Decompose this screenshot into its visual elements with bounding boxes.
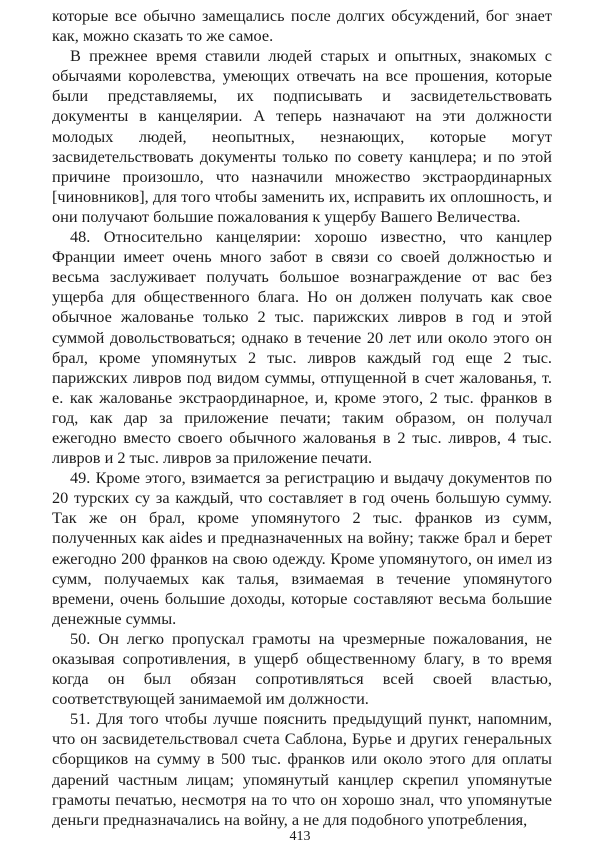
paragraph-48: 48. Относительно канцелярии: хорошо известно, что канцлер Франции имеет очень много забот в связи со своей должностью и весьма заслуживает получать большое вознаграждение от вас без ущерба для общественного блага. Но он должен получать как свое обычное жалованье только 2 тыс. парижских ливров в год и этой суммой довольствоваться; однако в течение 20 лет или около этого он брал, кроме упомянутых 2 тыс. ливров каждый год еще 2 тыс. парижских ливров под видом суммы, отпущенной в счет жалованья, т. е. как жалованье экстраординарное, и, кроме этого, 2 тыс. франков в год, как дар за приложение печати; таким образом, он получал ежегодно вместо своего обычного жалованья в 2 тыс. ливров, 4 тыс. ливров и 2 тыс. ливров за приложение печати. [52, 227, 552, 468]
paragraph-continuation: которые все обычно замещались после долгих обсуждений, бог знает как, можно сказать то же самое. [52, 6, 552, 46]
paragraph-50: 50. Он легко пропускал грамоты на чрезмерные пожалования, не оказывая сопротивления, в ущерб общественному благу, в то время когда он был обязан сопротивляться всей своей властью, соответствующей занимаемой им должности. [52, 628, 552, 709]
page-number: 413 [289, 829, 311, 844]
paragraph-49: 49. Кроме этого, взимается за регистрацию и выдачу документов по 20 турских су за каждый, что составляет в год очень большую сумму. Так же он брал, кроме упомянутого 2 тыс. франков из сумм, полученных как aides и предназначенных на войну; также брал и берет ежегодно 200 франков на свою одежду. Кроме упомянутого, он имел из сумм, получаемых как талья, взимаемая в течение упомянутого времени, очень большие доходы, которые составляют весьма большие денежные суммы. [52, 468, 552, 628]
page-body [52, 6, 552, 830]
paragraph-51: 51. Для того чтобы лучше пояснить предыдущий пункт, напомним, что он засвидетельствовал счета Саблона, Бурье и других генеральных сборщиков на сумму в 500 тыс. франков или около этого для оплаты дарений частным лицам; упомянутый канцлер скрепил упомянутые грамоты печатью, несмотря на то что он хорошо знал, что упомянутые деньги предназначались на войну, а не для подобного употребления, [52, 709, 552, 829]
paragraph-appointments: В прежнее время ставили людей старых и опытных, знакомых с обычаями королевства, умеющих отвечать на все прошения, которые были представляемы, их подписывать и засвидетельствовать документы в канцелярии. А теперь назначают на эти должности молодых людей, неопытных, незнающих, которые могут засвидетельствовать документы только по совету канцлера; и по этой причине произошло, что назначили множество экстраординарных [чиновников], для того чтобы заменить их, исправить их оплошность, и они получают большие пожалования к ущербу Вашего Величества. [52, 46, 552, 226]
